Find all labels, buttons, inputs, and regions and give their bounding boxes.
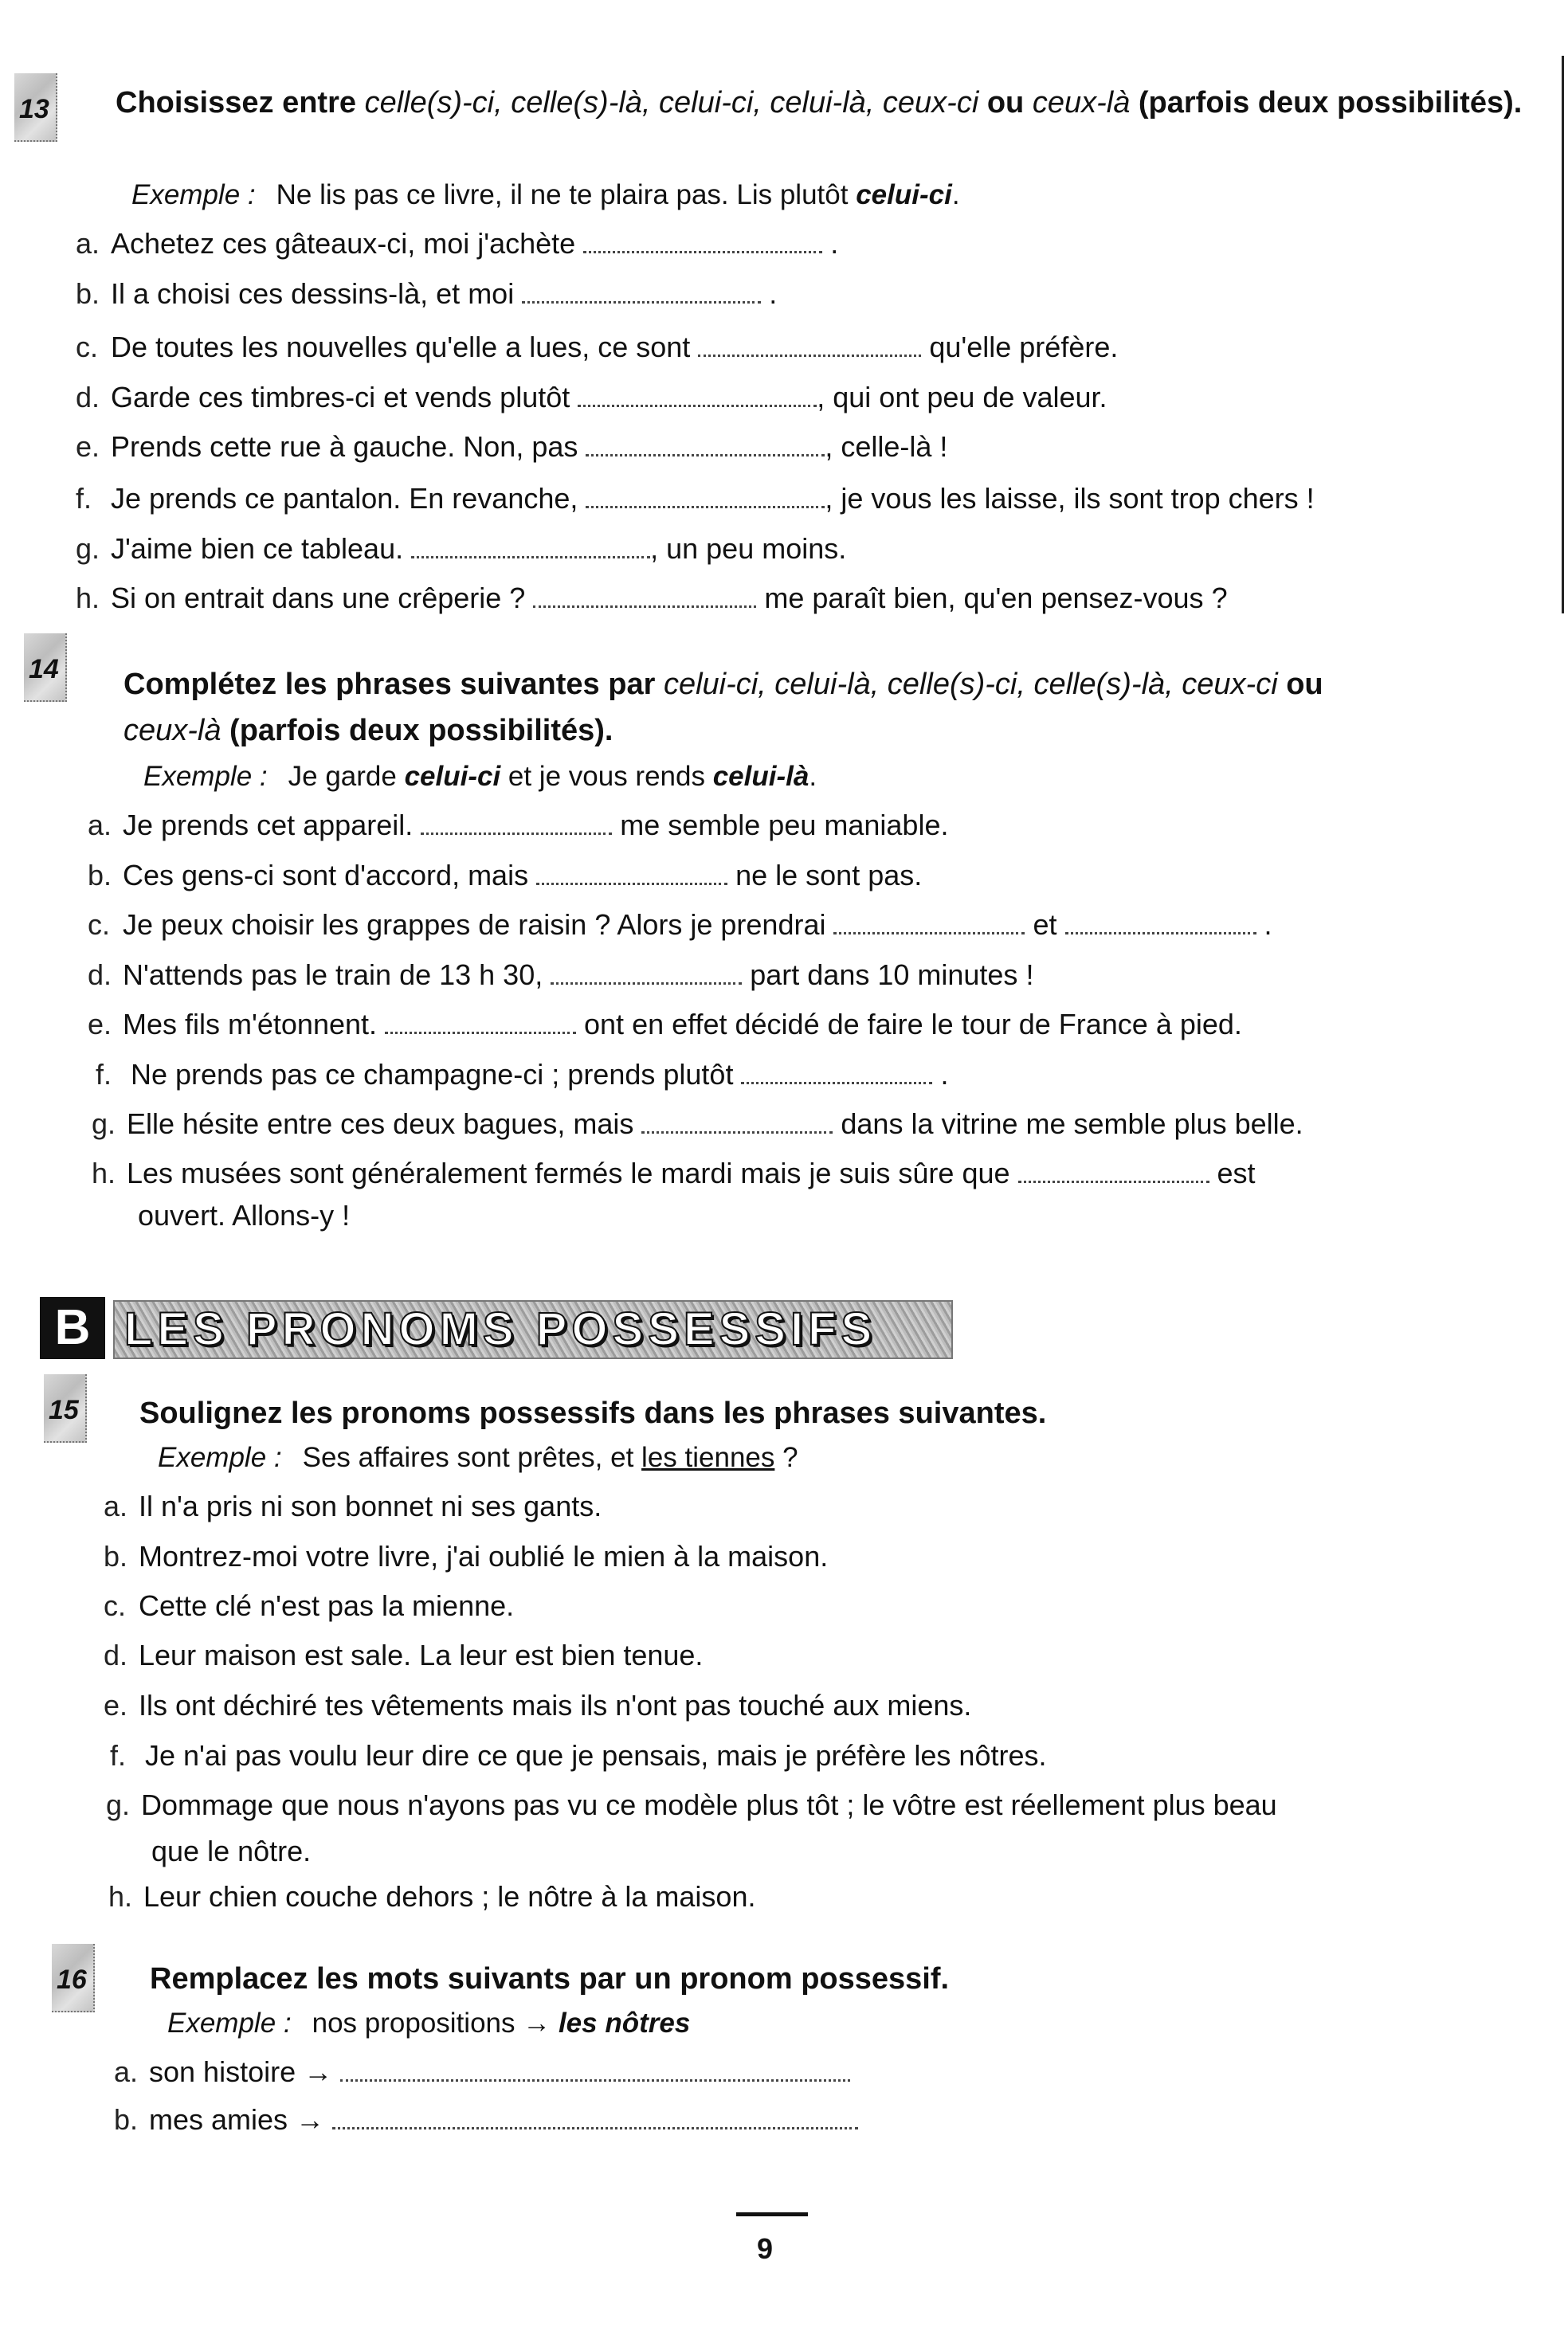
exercise-14-item-e: e. Mes fils m'étonnent. ont en effet décidé de faire le tour de France à pied. <box>88 1008 1242 1040</box>
answer-blank[interactable] <box>698 340 921 357</box>
exercise-15-item-e: e. Ils ont déchiré tes vêtements mais ils n'ont pas touché aux miens. <box>104 1689 972 1722</box>
exercise-15-item-a: a. Il n'a pris ni son bonnet ni ses gants. <box>104 1490 602 1522</box>
exercise-15-item-g-continuation: que le nôtre. <box>151 1835 312 1867</box>
exercise-13-item-d: d. Garde ces timbres-ci et vends plutôt , qui ont peu de valeur. <box>76 381 1107 413</box>
exercise-13-example: Exemple : Ne lis pas ce livre, il ne te plaira pas. Lis plutôt celui-ci. <box>131 179 960 210</box>
answer-blank[interactable] <box>533 591 756 608</box>
exercise-15-item-f: f. Je n'ai pas voulu leur dire ce que je pensais, mais je préfère les nôtres. <box>110 1739 1047 1772</box>
exercise-13-item-a: a. Achetez ces gâteaux-ci, moi j'achète . <box>76 227 839 260</box>
exercise-14-item-d: d. N'attends pas le train de 13 h 30, part dans 10 minutes ! <box>88 958 1034 991</box>
answer-blank[interactable] <box>551 968 742 985</box>
exercise-16-item-b: b. mes amies → <box>114 2103 858 2137</box>
page-number-rule <box>736 2212 808 2216</box>
answer-blank[interactable] <box>641 1117 833 1134</box>
answer-blank[interactable] <box>332 2113 858 2129</box>
answer-blank[interactable] <box>578 390 817 407</box>
exercise-13-item-e: e. Prends cette rue à gauche. Non, pas , celle-là ! <box>76 430 948 463</box>
answer-blank[interactable] <box>536 868 727 885</box>
exercise-number-badge: 16 <box>52 1944 95 2012</box>
exercise-15-item-c: c. Cette clé n'est pas la mienne. <box>104 1589 515 1622</box>
answer-blank[interactable] <box>1018 1166 1209 1183</box>
exercise-15-item-b: b. Montrez-moi votre livre, j'ai oublié le mien à la maison. <box>104 1540 829 1573</box>
exercise-13-item-h: h. Si on entrait dans une crêperie ? me paraît bien, qu'en pensez-vous ? <box>76 582 1228 614</box>
answer-blank[interactable] <box>833 918 1025 934</box>
exercise-14-item-a: a. Je prends cet appareil. me semble peu maniable. <box>88 809 949 841</box>
exercise-13-instruction: Choisissez entre celle(s)-ci, celle(s)-là, celui-ci, celui-là, ceux-ci ou ceux-là (parfois deux possibilités). <box>116 86 1523 119</box>
exercise-13-item-b: b. Il a choisi ces dessins-là, et moi . <box>76 277 778 310</box>
exercise-14-item-c: c. Je peux choisir les grappes de raisin ? Alors je prendrai et . <box>88 908 1272 941</box>
answer-blank[interactable] <box>586 440 825 456</box>
exercise-14-instruction: Complétez les phrases suivantes par celui-ci, celui-là, celle(s)-ci, celle(s)-là, ceux-ci ou ceux-là (parfois deux possibilités). <box>123 668 1323 747</box>
exercise-14-item-h-continuation: ouvert. Allons-y ! <box>138 1199 351 1232</box>
exercise-number-badge: 13 <box>14 73 57 142</box>
exercise-15-instruction: Soulignez les pronoms possessifs dans les phrases suivantes. <box>139 1397 1047 1430</box>
exercise-15-item-g: g. Dommage que nous n'ayons pas vu ce modèle plus tôt ; le vôtre est réellement plus beau <box>106 1789 1277 1821</box>
exercise-13-item-f: f. Je prends ce pantalon. En revanche, , je vous les laisse, ils sont trop chers ! <box>76 482 1315 515</box>
answer-blank[interactable] <box>583 237 822 253</box>
exercise-15-item-d: d. Leur maison est sale. La leur est bien tenue. <box>104 1639 704 1671</box>
exercise-14-example: Exemple : Je garde celui-ci et je vous rends celui-là. <box>143 761 817 792</box>
exercise-14-item-h: h. Les musées sont généralement fermés le mardi mais je suis sûre que est <box>92 1157 1256 1189</box>
answer-blank[interactable] <box>421 818 612 835</box>
answer-blank[interactable] <box>522 287 761 304</box>
exercise-16-instruction: Remplacez les mots suivants par un pronom possessif. <box>150 1962 950 1996</box>
exercise-13-item-g: g. J'aime bien ce tableau. , un peu moins. <box>76 532 847 565</box>
section-title: LES PRONOMS POSSESSIFS <box>113 1300 953 1359</box>
exercise-14-item-f: f. Ne prends pas ce champagne-ci ; prends plutôt . <box>96 1058 949 1091</box>
exercise-number-badge: 15 <box>44 1374 87 1443</box>
page-edge <box>1562 56 1564 613</box>
exercise-16-item-a: a. son histoire → <box>114 2055 850 2089</box>
exercise-15-item-h: h. Leur chien couche dehors ; le nôtre à la maison. <box>108 1880 756 1913</box>
answer-blank[interactable] <box>385 1017 576 1034</box>
answer-blank[interactable] <box>1065 918 1256 934</box>
answer-blank[interactable] <box>411 542 650 558</box>
exercise-14-item-g: g. Elle hésite entre ces deux bagues, mais dans la vitrine me semble plus belle. <box>92 1107 1303 1140</box>
section-letter: B <box>40 1297 105 1359</box>
exercise-14-item-b: b. Ces gens-ci sont d'accord, mais ne le sont pas. <box>88 859 923 891</box>
exercise-16-example: Exemple : nos propositions → les nôtres <box>167 2008 691 2039</box>
answer-blank[interactable] <box>741 1068 932 1084</box>
page-number: 9 <box>757 2232 774 2265</box>
exercise-13-item-c: c. De toutes les nouvelles qu'elle a lues, ce sont qu'elle préfère. <box>76 331 1119 363</box>
answer-blank[interactable] <box>340 2065 850 2082</box>
answer-blank[interactable] <box>586 492 825 508</box>
exercise-15-example: Exemple : Ses affaires sont prêtes, et les tiennes ? <box>158 1442 798 1473</box>
exercise-number-badge: 14 <box>24 633 67 702</box>
